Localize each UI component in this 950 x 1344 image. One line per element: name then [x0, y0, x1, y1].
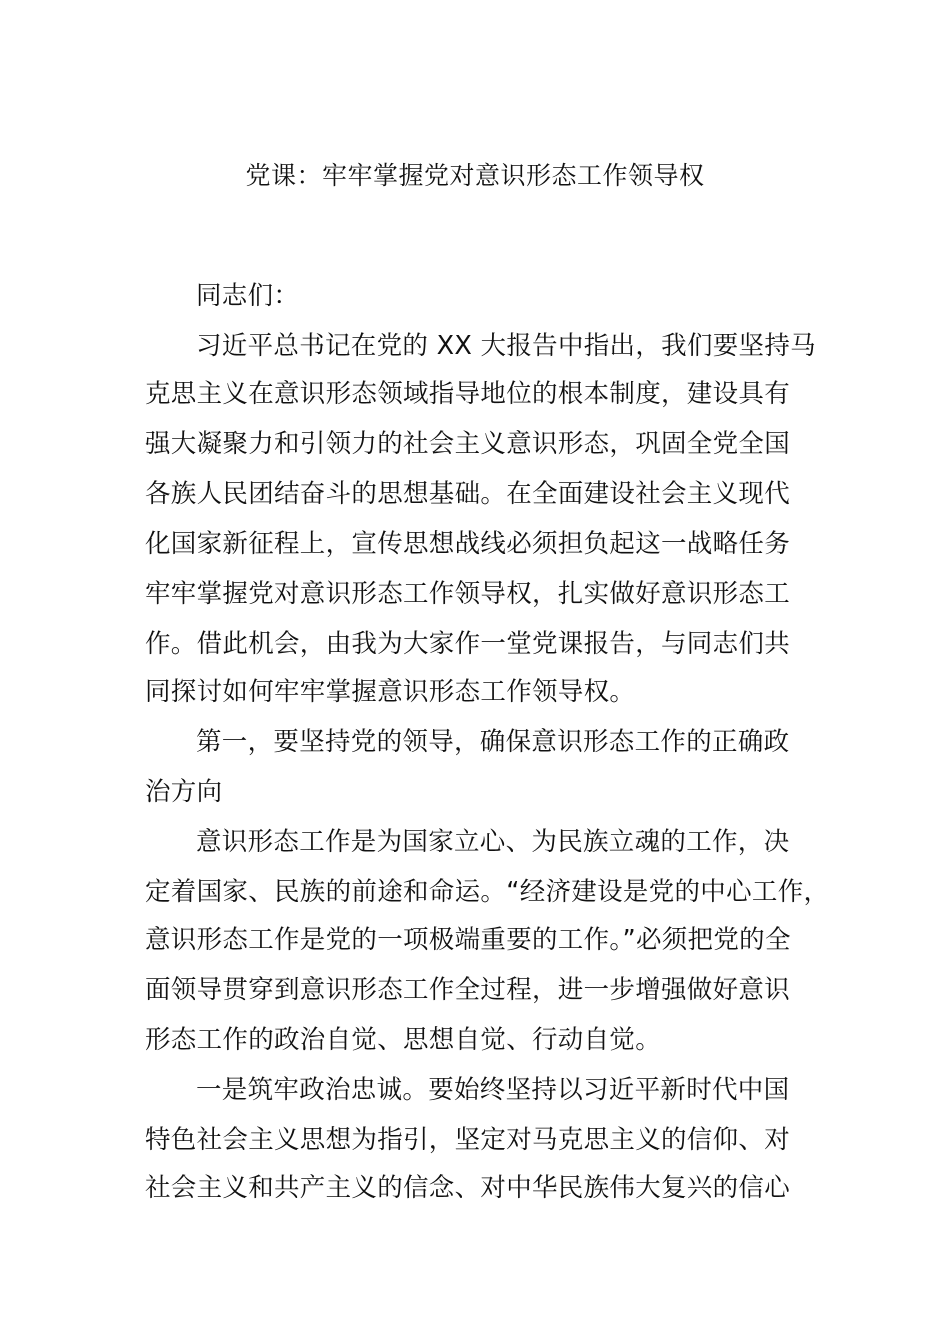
section-heading-line: 第一，要坚持党的领导，确保意识形态工作的正确政: [196, 727, 790, 757]
body-line: 克思主义在意识形态领域指导地位的根本制度，建设具有: [145, 379, 791, 409]
body-line: 作。借此机会，由我为大家作一堂党课报告，与同志们共: [145, 629, 791, 659]
body-line: 各族人民团结奋斗的思想基础。在全面建设社会主义现代: [145, 479, 791, 509]
body-line: 意识形态工作是党的一项极端重要的工作。”必须把党的全: [145, 925, 791, 955]
body-line: 定着国家、民族的前途和命运。“经济建设是党的中心工作，: [145, 877, 830, 907]
body-line: 同探讨如何牢牢掌握意识形态工作领导权。: [145, 677, 636, 707]
body-line: 形态工作的政治自觉、思想自觉、行动自觉。: [145, 1025, 662, 1055]
body-line: 牢牢掌握党对意识形态工作领导权，扎实做好意识形态工: [145, 579, 791, 609]
body-line: 强大凝聚力和引领力的社会主义意识形态，巩固全党全国: [145, 429, 791, 459]
body-line: 社会主义和共产主义的信念、对中华民族伟大复兴的信心: [145, 1173, 791, 1203]
section-heading-line: 治方向: [145, 777, 223, 807]
body-line: 意识形态工作是为国家立心、为民族立魂的工作，决: [196, 827, 790, 857]
salutation-line: 同志们：: [196, 281, 300, 311]
body-line: 习近平总书记在党的 XX 大报告中指出，我们要坚持马: [196, 331, 816, 361]
body-line: 面领导贯穿到意识形态工作全过程，进一步增强做好意识: [145, 975, 791, 1005]
body-line: 一是筑牢政治忠诚。要始终坚持以习近平新时代中国: [196, 1075, 790, 1105]
body-line: 特色社会主义思想为指引，坚定对马克思主义的信仰、对: [145, 1125, 791, 1155]
body-line: 化国家新征程上，宣传思想战线必须担负起这一战略任务: [145, 529, 791, 559]
document-title: 党课：牢牢掌握党对意识形态工作领导权: [245, 161, 705, 190]
